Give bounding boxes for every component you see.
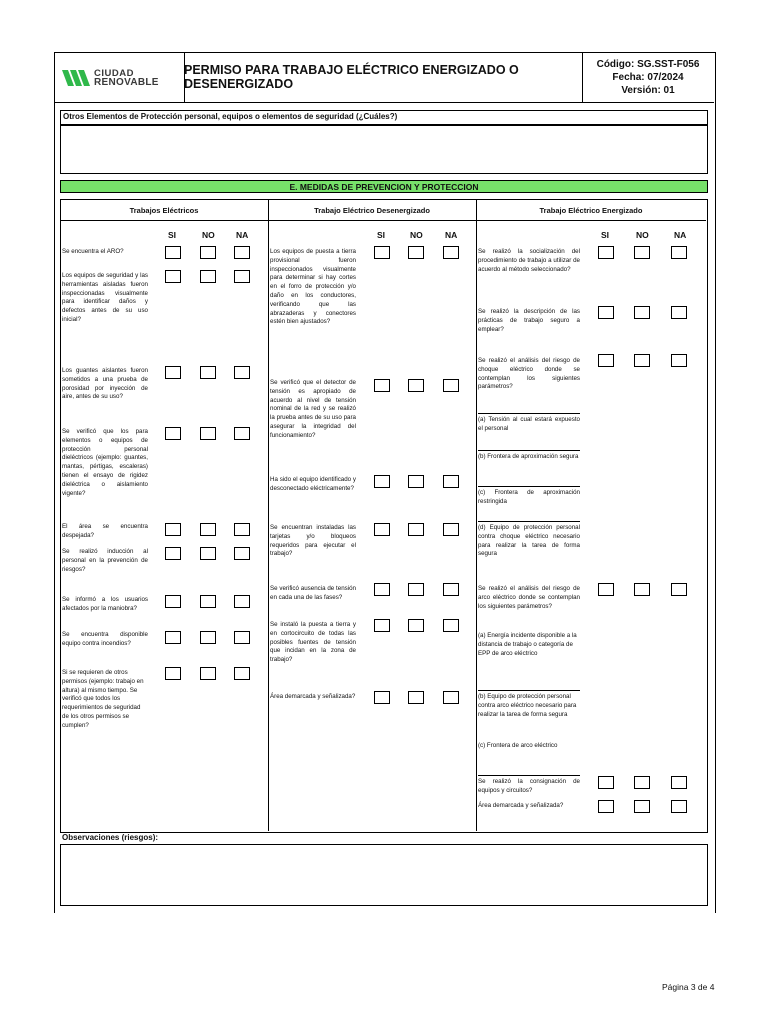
table-head-divider — [60, 220, 706, 221]
col2-question: Se encuentran instaladas las tarjetas y/o bloqueos requeridos para ejecutar el trabajo? — [270, 524, 356, 558]
logo-line1: CIUDAD — [94, 68, 134, 79]
col3-question: (a) Energía incidente disponible a la distancia de trabajo o categoría de EPP de arco eléctrico — [478, 632, 577, 657]
col1-na-checkbox[interactable] — [234, 523, 250, 536]
col1-si-checkbox[interactable] — [165, 270, 181, 283]
col3-question: (b) Frontera de aproximación segura — [478, 453, 579, 460]
col1-si-checkbox[interactable] — [165, 366, 181, 379]
col2-no-checkbox[interactable] — [408, 691, 424, 704]
form-version: Versión: 01 — [621, 84, 675, 96]
col2-question: Se instaló la puesta a tierra y en cortocircuito de todas las posibles fuentes de tensión que incidan en la zona de trabajo? — [270, 621, 356, 664]
col2-header: Trabajo Eléctrico Desenergizado — [314, 205, 430, 215]
col2-si-checkbox[interactable] — [374, 691, 390, 704]
col1-question: Se encuentra disponible equipo contra incendios? — [62, 631, 148, 647]
col1-question: Se realizó inducción al personal en la prevención de riesgos? — [62, 548, 148, 573]
col3-underline — [478, 690, 580, 691]
col1-na-checkbox[interactable] — [234, 547, 250, 560]
otros-input[interactable] — [60, 124, 708, 174]
col1-na: NA — [236, 230, 249, 240]
col1-no: NO — [202, 230, 215, 240]
col3-na-checkbox[interactable] — [671, 246, 687, 259]
col1-question: Se verificó que los para elementos o equipos de protección personal dieléctricos (ejemplo: guantes, mantas, pértigas, escaleras) tienen el ensayo de rigidez dieléctrica o aislamiento vigente? — [62, 428, 148, 497]
col3-question: (b) Equipo de protección personal contra arco eléctrico necesario para realizar la tarea de forma segura — [478, 693, 577, 718]
col2-na-checkbox[interactable] — [443, 691, 459, 704]
col2-na: NA — [445, 230, 458, 240]
col1-si-checkbox[interactable] — [165, 547, 181, 560]
col3-si-checkbox[interactable] — [598, 246, 614, 259]
col1-no-checkbox[interactable] — [200, 595, 216, 608]
col3-si-checkbox[interactable] — [598, 354, 614, 367]
col3-question: Se realizó el análisis del riesgo de choque eléctrico donde se contemplan los siguientes parámetros? — [478, 357, 580, 391]
col2-no-checkbox[interactable] — [408, 379, 424, 392]
col1-na-checkbox[interactable] — [234, 270, 250, 283]
col2-no-checkbox[interactable] — [408, 523, 424, 536]
col2-question: Se verificó que el detector de tensión es apropiado de acuerdo al nivel de tensión nominal de la red y se realizó la prueba antes de su uso para asegurar la integridad del funcionamiento? — [270, 379, 356, 439]
observaciones-input[interactable] — [60, 844, 708, 906]
col3-no-checkbox[interactable] — [634, 246, 650, 259]
col3-no-checkbox[interactable] — [634, 776, 650, 789]
col3-no-checkbox[interactable] — [634, 306, 650, 319]
col-divider-1 — [268, 199, 269, 831]
form-title: PERMISO PARA TRABAJO ELÉCTRICO ENERGIZADO O DESENERGIZADO — [184, 52, 583, 102]
col3-underline — [478, 413, 580, 414]
col1-no-checkbox[interactable] — [200, 427, 216, 440]
col1-si: SI — [168, 230, 177, 240]
col1-si-checkbox[interactable] — [165, 523, 181, 536]
observaciones-label: Observaciones (riesgos): — [62, 833, 159, 842]
col1-si-checkbox[interactable] — [165, 631, 181, 644]
col3-question: (d) Equipo de protección personal contra choque eléctrico necesario para realizar la tarea de forma segura — [478, 524, 580, 558]
col1-na-checkbox[interactable] — [234, 631, 250, 644]
col1-no-checkbox[interactable] — [200, 547, 216, 560]
col2-si: SI — [377, 230, 386, 240]
col1-question: Se encuentra el ARO? — [62, 248, 124, 255]
col1-question: Los guantes aislantes fueron sometidos a una prueba de porosidad por inyección de aire, antes de su uso? — [62, 367, 148, 401]
form-date: Fecha: 07/2024 — [612, 71, 684, 83]
col3-question: Se realizó la consignación de equipos y circuitos? — [478, 778, 580, 794]
col2-na-checkbox[interactable] — [443, 523, 459, 536]
col3-si-checkbox[interactable] — [598, 306, 614, 319]
col3-si-checkbox[interactable] — [598, 800, 614, 813]
col3-question: Se realizó el análisis del riesgo de arco eléctrico donde se contemplan los siguientes parámetros? — [478, 585, 580, 610]
logo-line2: RENOVABLE — [94, 77, 159, 88]
page-number: Página 3 de 4 — [662, 982, 715, 992]
col1-si-checkbox[interactable] — [165, 246, 181, 259]
col1-no-checkbox[interactable] — [200, 667, 216, 680]
col1-question: Los equipos de seguridad y las herramientas aisladas fueron inspeccionadas visualmente para identificar daños y defectos antes de su uso inicial? — [62, 272, 148, 323]
col1-question: Si se requieren de otros permisos (ejemplo: trabajo en altura) al mismo tiempo. Se verificó que todos los requerimientos de seguridad de los otros permisos se cumplen? — [62, 669, 144, 729]
col3-question: Se realizó la socialización del procedimiento de trabajo a utilizar de acuerdo al método seleccionado? — [478, 248, 580, 273]
col2-question: Los equipos de puesta a tierra provisional fueron inspeccionados visualmente para determinar si hay cortes en el forro de protección y/o daño en los conductores, verificando que las abrazaderas y conectores estén bien ajustados? — [270, 248, 356, 326]
col2-no: NO — [410, 230, 423, 240]
header-divider — [54, 102, 714, 103]
col2-question: Ha sido el equipo identificado y desconectado eléctricamente? — [270, 476, 356, 492]
col1-na-checkbox[interactable] — [234, 427, 250, 440]
col2-na-checkbox[interactable] — [443, 475, 459, 488]
col1-no-checkbox[interactable] — [200, 631, 216, 644]
col3-no-checkbox[interactable] — [634, 354, 650, 367]
col3-question: Se realizó la descripción de las prácticas de trabajo seguro a emplear? — [478, 308, 580, 333]
col1-na-checkbox[interactable] — [234, 366, 250, 379]
col1-no-checkbox[interactable] — [200, 246, 216, 259]
col2-no-checkbox[interactable] — [408, 619, 424, 632]
col3-si-checkbox[interactable] — [598, 776, 614, 789]
otros-label: Otros Elementos de Protección personal, equipos o elementos de seguridad (¿Cuáles?) — [63, 112, 398, 121]
measures-table — [60, 199, 708, 833]
col1-na-checkbox[interactable] — [234, 595, 250, 608]
col3-na-checkbox[interactable] — [671, 583, 687, 596]
col3-underline — [478, 450, 580, 451]
col3-header: Trabajo Eléctrico Energizado — [539, 205, 643, 215]
col2-na-checkbox[interactable] — [443, 619, 459, 632]
col3-no-checkbox[interactable] — [634, 800, 650, 813]
form-meta — [582, 52, 714, 102]
col3-na: NA — [674, 230, 687, 240]
col1-si-checkbox[interactable] — [165, 667, 181, 680]
col2-si-checkbox[interactable] — [374, 583, 390, 596]
col2-no-checkbox[interactable] — [408, 583, 424, 596]
col3-si: SI — [601, 230, 610, 240]
col1-si-checkbox[interactable] — [165, 427, 181, 440]
col3-underline — [478, 521, 580, 522]
col2-na-checkbox[interactable] — [443, 583, 459, 596]
form-code: Código: SG.SST-F056 — [596, 58, 700, 70]
col1-na-checkbox[interactable] — [234, 246, 250, 259]
col3-question: (c) Frontera de arco eléctrico — [478, 742, 558, 749]
col3-question: Área demarcada y señalizada? — [478, 802, 564, 809]
col3-question: (a) Tensión al cual estará expuesto el personal — [478, 416, 580, 432]
col2-si-checkbox[interactable] — [374, 523, 390, 536]
col3-na-checkbox[interactable] — [671, 776, 687, 789]
col2-si-checkbox[interactable] — [374, 246, 390, 259]
col2-si-checkbox[interactable] — [374, 619, 390, 632]
col-divider-2 — [476, 199, 477, 831]
col3-si-checkbox[interactable] — [598, 583, 614, 596]
col3-na-checkbox[interactable] — [671, 306, 687, 319]
col1-si-checkbox[interactable] — [165, 595, 181, 608]
col3-na-checkbox[interactable] — [671, 354, 687, 367]
col2-question: Área demarcada y señalizada? — [270, 693, 356, 700]
col1-no-checkbox[interactable] — [200, 523, 216, 536]
col2-na-checkbox[interactable] — [443, 379, 459, 392]
section-e-title: E. MEDIDAS DE PREVENCION Y PROTECCION — [60, 180, 708, 193]
col3-no-checkbox[interactable] — [634, 583, 650, 596]
col1-question: El área se encuentra despejada? — [62, 523, 148, 539]
col1-question: Se informó a los usuarios afectados por la maniobra? — [62, 596, 148, 612]
col1-header: Trabajos Eléctricos — [129, 205, 199, 215]
col3-na-checkbox[interactable] — [671, 800, 687, 813]
col3-underline — [478, 486, 580, 487]
col1-na-checkbox[interactable] — [234, 667, 250, 680]
col2-question: Se verificó ausencia de tensión en cada una de las fases? — [270, 585, 356, 601]
col2-si-checkbox[interactable] — [374, 379, 390, 392]
col2-si-checkbox[interactable] — [374, 475, 390, 488]
col1-no-checkbox[interactable] — [200, 366, 216, 379]
col3-no: NO — [636, 230, 649, 240]
col3-question: (c) Frontera de aproximación restringida — [478, 489, 580, 505]
col3-underline — [478, 775, 580, 776]
col1-no-checkbox[interactable] — [200, 270, 216, 283]
col2-no-checkbox[interactable] — [408, 475, 424, 488]
col2-na-checkbox[interactable] — [443, 246, 459, 259]
col2-no-checkbox[interactable] — [408, 246, 424, 259]
